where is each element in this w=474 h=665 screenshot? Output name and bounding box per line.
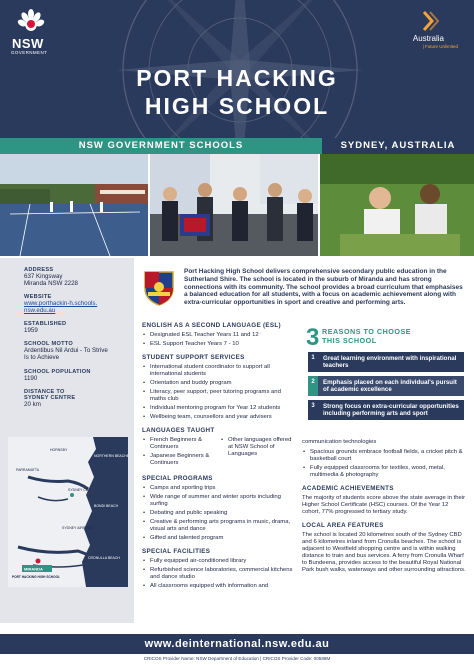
reason-index: 2 — [308, 376, 318, 396]
reason-index: 1 — [308, 352, 318, 372]
website-label: WEBSITE — [24, 294, 52, 300]
map-label-school: PORT HACKING HIGH SCHOOL — [12, 575, 60, 579]
future-unlimited-tagline: | Future Unlimited — [422, 44, 458, 49]
distance-label-line-2: SYDNEY CENTRE — [24, 395, 76, 401]
map-label-sydney-cbd: SYDNEY CBD — [68, 488, 91, 492]
reason-item — [308, 376, 464, 396]
esl-list — [142, 332, 294, 348]
languages-list-right — [220, 437, 294, 469]
support-heading: STUDENT SUPPORT SERVICES — [142, 354, 245, 361]
intro-paragraph: Port Hacking High School delivers comprehensive secondary public education in the Sutherland Shire. The school is located in the suburb of Miranda and has strong connections with its community. The school provides a broad curriculum that emphasises a balanced education for all students, with a focus on academic achievement along with extra-curricular opportunities in sport and creative and performing arts. — [184, 268, 463, 307]
list-item: • Gifted and talented program — [142, 535, 294, 542]
facilities-list-continued — [302, 449, 466, 479]
facilities-list — [142, 558, 294, 590]
distance-block — [24, 389, 134, 408]
list-item: • Creative & performing arts programs in music, drama, visual arts and dance — [142, 519, 294, 533]
address-label: ADDRESS — [24, 267, 54, 273]
programs-heading: SPECIAL PROGRAMS — [142, 475, 213, 482]
category-band — [0, 138, 474, 154]
cricos-notice: CRICOS Provider Name: NSW Department of Education | CRICOS Provider Code: 00588M — [143, 656, 331, 661]
languages-list-left — [142, 437, 216, 469]
list-item: • ESL Support Teacher Years 7 - 10 — [142, 341, 294, 348]
achievements-text: The majority of students score above the state average in their Higher School Certificate (HSC) courses. Of the Year 12 cohort, 77% progressed to tertiary study. — [302, 495, 466, 515]
population-block — [24, 369, 134, 382]
footer-url[interactable]: www.deinternational.nsw.edu.au — [0, 634, 474, 654]
list-item: • Other languages offered at NSW School of Languages — [220, 437, 294, 458]
reason-text: Emphasis placed on each individual's pursuit of academic excellence — [318, 376, 464, 396]
list-item: • Orientation and buddy program — [142, 380, 294, 387]
facilities-continued-text: communication technologies — [302, 439, 377, 445]
list-item: • Wellbeing team, counsellors and year advisers — [142, 414, 294, 421]
reason-item — [308, 400, 464, 420]
reasons-number: 3 — [306, 324, 320, 351]
map-label-bondi: BONDI BEACH — [94, 504, 119, 508]
local-area-heading: LOCAL AREA FEATURES — [302, 522, 384, 529]
list-item: • Spacious grounds embrace football fields, a cricket pitch & basketball court — [302, 449, 466, 463]
languages-lists — [142, 437, 294, 469]
sydney-cbd-marker — [70, 493, 74, 497]
header-banner — [0, 0, 474, 138]
details-column — [302, 439, 466, 580]
reason-index: 3 — [308, 400, 318, 420]
website-link-line-1[interactable]: www.porthackin-h.schools. — [24, 300, 98, 307]
photo-students-band — [150, 154, 318, 256]
australia-future-unlimited-logo — [400, 10, 460, 37]
distance-label-line-1: DISTANCE TO — [24, 389, 65, 395]
list-item: • French Beginners & Continuers — [142, 437, 216, 451]
list-item: • Debating and public speaking — [142, 510, 294, 517]
photo-school-courts — [0, 154, 148, 256]
location-label: SYDNEY, AUSTRALIA — [322, 138, 474, 154]
list-item: • Fully equipped air-conditioned library — [142, 558, 294, 565]
title-line-2: HIGH SCHOOL — [144, 93, 330, 119]
page-title — [0, 64, 474, 120]
chevron-brand-icon — [420, 10, 440, 32]
reason-item — [308, 352, 464, 372]
address-block — [24, 267, 134, 288]
list-item: • Literacy, peer support, peer tutoring programs and maths club — [142, 389, 294, 403]
list-item: • Wide range of summer and winter sports including surfing — [142, 494, 294, 508]
list-item: • Refurbished science laboratories, commercial kitchens and dance studio — [142, 567, 294, 581]
map-label-northern-beaches: NORTHERN BEACHES — [94, 454, 128, 458]
motto-block — [24, 341, 134, 362]
achievements-heading: ACADEMIC ACHIEVEMENTS — [302, 485, 394, 492]
list-item: • Designated ESL Teacher Years 11 and 12 — [142, 332, 294, 339]
nsw-government-label: GOVERNMENT — [11, 50, 48, 55]
list-item: • Camps and sporting trips — [142, 485, 294, 492]
map-label-hornsby: HORNSBY — [50, 448, 68, 452]
motto-line-1: Ardentibus Nil Ardui - To Strive — [24, 347, 108, 354]
title-line-1: PORT HACKING — [136, 65, 338, 91]
list-item: • Japanese Beginners & Continuers — [142, 453, 216, 467]
waratah-icon — [16, 8, 46, 36]
established-value: 1959 — [24, 327, 38, 334]
list-item: • International student coordinator to support all international students — [142, 364, 294, 378]
map-label-airport: SYDNEY AIRPORT — [62, 526, 93, 530]
website-link-line-2[interactable]: nsw.edu.au — [24, 307, 56, 315]
school-marker — [36, 559, 41, 564]
population-label: SCHOOL POPULATION — [24, 369, 91, 375]
address-line-2: Miranda NSW 2228 — [24, 280, 78, 288]
motto-label: SCHOOL MOTTO — [24, 341, 74, 347]
local-area-text: The school is located 20 kilometres south of the Sydney CBD and 6 kilometres inland from Cronulla beaches. The school is adjacent to Westfield shopping centre and is within walking distance to train and bus services. A ferry from Cronulla Wharf to Bundeena, provides access to the beautiful Royal National Park bush walks, waterways and other surrounding attractions. — [302, 532, 466, 573]
motto-line-2: Is to Achieve — [24, 354, 60, 362]
facilities-heading: SPECIAL FACILITIES — [142, 548, 211, 555]
established-label: ESTABLISHED — [24, 321, 67, 327]
esl-heading: ENGLISH AS A SECOND LANGUAGE (ESL) — [142, 322, 281, 329]
distance-value: 20 km — [24, 401, 41, 408]
location-map — [8, 437, 128, 587]
nsw-wordmark: NSW — [12, 36, 44, 51]
list-item: • Fully equipped classrooms for textiles, wood, metal, multimedia & photography — [302, 465, 466, 479]
map-label-cronulla: CRONULLA BEACH — [88, 556, 120, 560]
reasons-box — [302, 322, 466, 434]
reason-text: Great learning environment with inspirational teachers — [318, 352, 464, 372]
reasons-title-line-1: REASONS TO CHOOSE — [322, 327, 412, 336]
population-value: 1190 — [24, 375, 38, 382]
website-block — [24, 294, 134, 315]
support-list — [142, 364, 294, 421]
established-block — [24, 321, 134, 334]
reasons-title-line-2: THIS SCHOOL — [322, 335, 377, 345]
address-line-1: 637 Kingsway — [24, 273, 63, 280]
schools-label: NSW GOVERNMENT SCHOOLS — [0, 138, 322, 154]
reasons-title — [322, 328, 411, 345]
reason-text: Strong focus on extra-curricular opportunities including performing arts and sport — [318, 400, 464, 420]
programs-list — [142, 485, 294, 542]
languages-heading: LANGUAGES TAUGHT — [142, 427, 215, 434]
map-label-miranda: MIRANDA — [24, 566, 43, 572]
australia-wordmark: Australia — [412, 34, 444, 43]
school-crest — [142, 270, 176, 306]
services-column — [142, 322, 294, 592]
map-label-parramatta: PARRAMATTA — [16, 468, 40, 472]
list-item: • All classrooms equipped with information and — [142, 583, 294, 590]
list-item: • Individual mentoring program for Year 12 students — [142, 405, 294, 412]
photo-students-outdoor — [320, 154, 474, 256]
